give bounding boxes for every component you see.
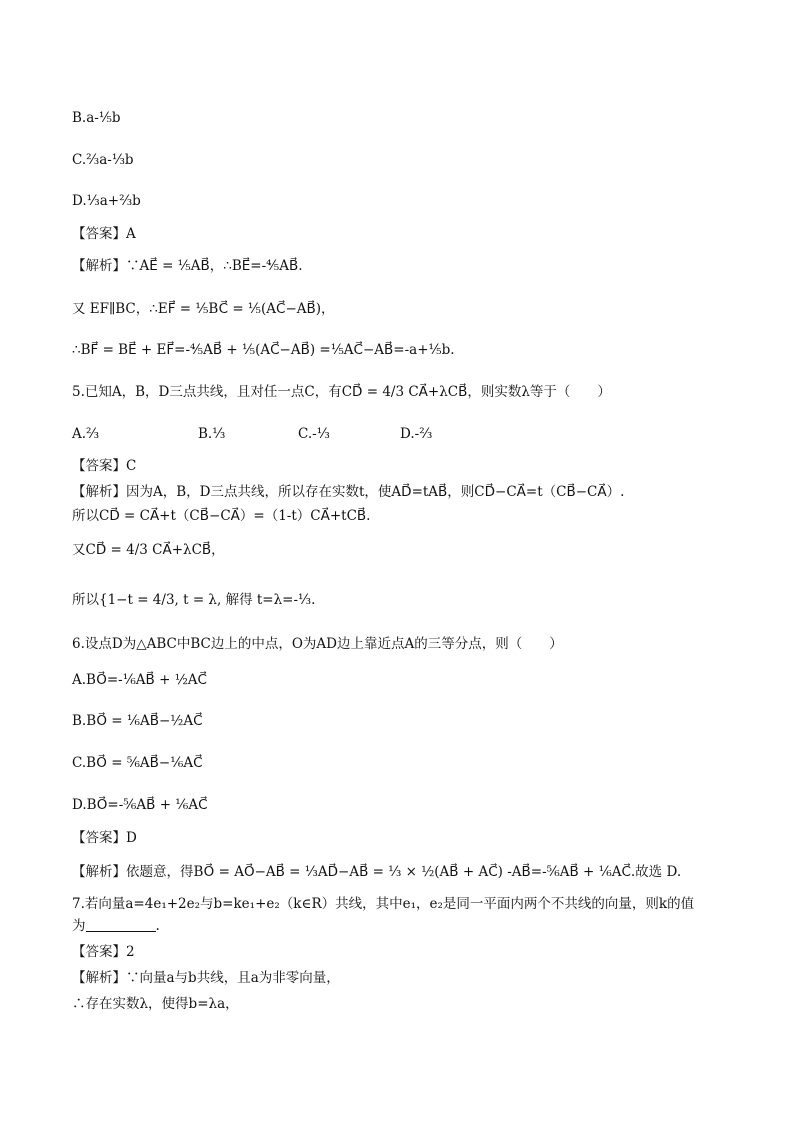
answer-blank[interactable]	[86, 917, 156, 932]
answer-label: 【答案】C	[72, 458, 137, 474]
option-d-line: D.BO⃗=-⅚AB⃗ + ⅙AC⃗	[72, 797, 208, 813]
solution-line: 【解析】∵AE⃗ = ⅕AB⃗，∴BE⃗=-⅘AB⃗.	[72, 258, 303, 274]
option-b-line: B.BO⃗ = ⅙AB⃗−½AC⃗	[72, 713, 203, 729]
option-c: C.-⅓	[298, 426, 330, 442]
solution-line: 所以{1−t = 4/3, t = λ, 解得 t=λ=-⅓.	[72, 592, 316, 608]
solution-line: 又CD⃗ = 4/3 CA⃗+λCB⃗，	[72, 542, 225, 558]
answer-label: 【答案】D	[72, 830, 137, 846]
option-a-line: A.BO⃗=-⅙AB⃗ + ½AC⃗	[72, 672, 207, 688]
option-c-line: C.BO⃗ = ⅚AB⃗−⅙AC⃗	[72, 755, 203, 771]
question-7-continuation	[72, 916, 160, 936]
answer-label: 【答案】A	[72, 226, 136, 242]
question-7-text: 7.若向量a=4e₁+2e₂与b=ke₁+e₂（k∈R）共线，其中e₁，e₂是同一平面内两个不共线的向量，则k的值	[72, 896, 695, 912]
solution-line: 【解析】∵向量a与b共线，且a为非零向量，	[72, 970, 340, 986]
question-6-text: 6.设点D为△ABC中BC边上的中点，O为AD边上靠近点A的三等分点，则（ ）	[72, 636, 563, 652]
solution-line: 所以CD⃗ = CA⃗+t（CB⃗−CA⃗）=（1-t）CA⃗+tCB⃗.	[72, 508, 371, 524]
option-d: D.-⅔	[400, 426, 433, 442]
question-7-suffix: .	[155, 918, 160, 934]
solution-line: 【解析】依题意，得BO⃗ = AO⃗−AB⃗ = ⅓AD⃗−AB⃗ = ⅓ × ½(AB⃗ + AC⃗) -AB⃗=-⅚AB⃗ + ⅙AC⃗.故选 D.	[72, 864, 682, 880]
answer-label: 【答案】2	[72, 944, 135, 960]
option-a: A.⅔	[72, 426, 100, 442]
solution-line: 【解析】因为A，B，D三点共线，所以存在实数t，使AD⃗=tAB⃗，则CD⃗−CA⃗=t（CB⃗−CA⃗）.	[72, 484, 625, 500]
solution-line: ∴存在实数λ，使得b=λa，	[72, 996, 239, 1012]
solution-line: ∴BF⃗ = BE⃗ + EF⃗=-⅘AB⃗ + ⅕(AC⃗−AB⃗) =⅕AC⃗−AB⃗=-a+⅕b.	[72, 342, 455, 358]
question-5-text: 5.已知A，B，D三点共线，且对任一点C，有CD⃗ = 4/3 CA⃗+λCB⃗，则实数λ等于（ ）	[72, 384, 611, 400]
option-d-line: D.⅓a+⅔b	[72, 193, 141, 209]
solution-line: 又 EF∥BC，∴EF⃗ = ⅕BC⃗ = ⅕(AC⃗−AB⃗)，	[72, 301, 335, 317]
question-7-prefix: 为	[72, 918, 86, 934]
option-c-line: C.⅔a-⅓b	[72, 152, 134, 168]
option-b: B.⅓	[198, 426, 226, 442]
option-b-line: B.a-⅕b	[72, 110, 121, 126]
